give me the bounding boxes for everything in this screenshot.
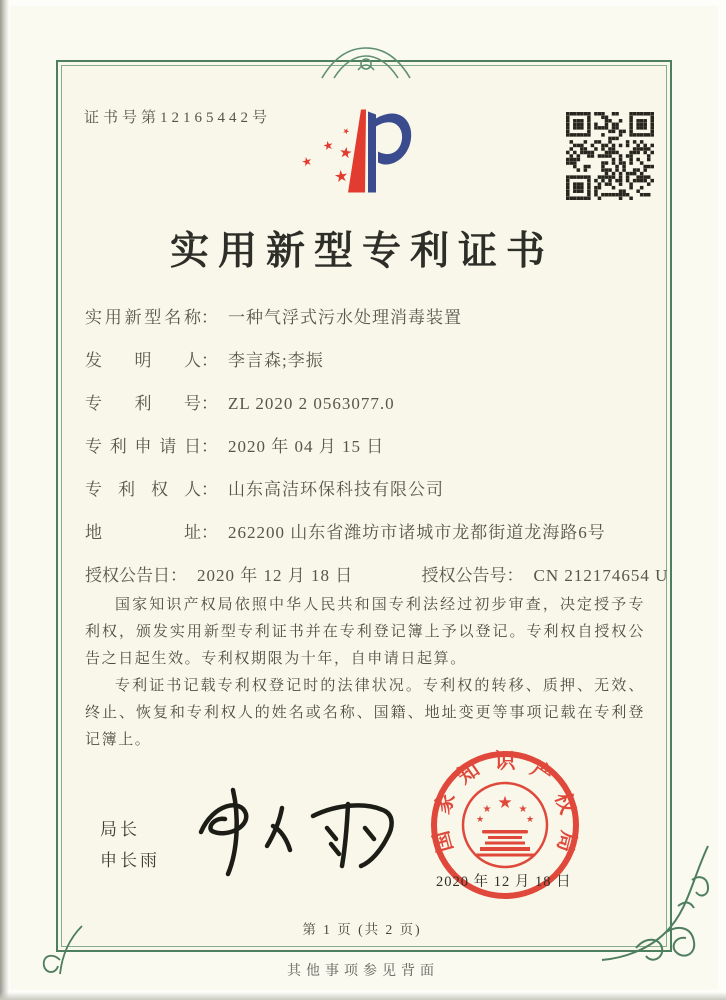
footer-note: 其他事项参见背面 [287, 964, 439, 979]
logo-stars [300, 126, 354, 187]
director-name: 申长雨 [100, 851, 160, 870]
scan-edge-shadow-bottom [0, 992, 726, 1000]
svg-text:★: ★ [518, 804, 528, 815]
svg-text:★: ★ [321, 137, 335, 154]
svg-text:★: ★ [337, 142, 354, 163]
svg-text:★: ★ [340, 125, 352, 137]
field-label: 实用新型名称 [85, 308, 201, 327]
field-row-filing-date: 专利申请日： 2020 年 04 月 15 日 [85, 432, 645, 475]
field-value: 一种气浮式污水处理消毒装置 [228, 308, 462, 327]
cnipa-logo [282, 96, 447, 204]
field-value: 李言森;李振 [228, 351, 324, 370]
director-signature [185, 778, 400, 878]
field-label: 发明人 [85, 351, 201, 370]
logo-blue-bowl [376, 113, 411, 164]
svg-text:★: ★ [482, 804, 492, 815]
field-value: 262200 山东省潍坊市诸城市龙都街道龙海路6号 [228, 523, 606, 542]
field-value: 2020 年 04 月 15 日 [228, 437, 385, 456]
legal-paragraph-2: 专利证书记载专利权登记时的法律状况。专利权的转移、质押、无效、终止、恢复和专利权人的姓名或名称、国籍、地址变更等事项记载在专利登记簿上。 [85, 678, 645, 748]
svg-text:局: 局 [552, 828, 582, 855]
svg-text:权: 权 [550, 789, 581, 818]
field-row-name: 实用新型名称： 一种气浮式污水处理消毒装置 [85, 303, 645, 346]
svg-text:国: 国 [428, 828, 458, 855]
field-value: ZL 2020 2 0563077.0 [228, 394, 395, 413]
certificate-number: 证书号第12165442号 [84, 110, 272, 126]
page-number: 第 1 页 (共 2 页) [302, 922, 422, 937]
seal-date: 2020 年 12 月 18 日 [436, 874, 572, 890]
grant-no-value: CN 212174654 U [533, 566, 669, 585]
svg-text:★: ★ [332, 165, 350, 187]
svg-text:★: ★ [497, 793, 513, 813]
field-value: 山东高洁环保科技有限公司 [228, 480, 444, 499]
svg-text:★: ★ [525, 815, 535, 825]
grant-date-value: 2020 年 12 月 18 日 [197, 566, 354, 585]
field-row-address: 地址： 262200 山东省潍坊市诸城市龙都街道龙海路6号 [85, 518, 645, 561]
logo-blue-stem [368, 112, 376, 193]
grant-row: 授权公告日： 2020 年 12 月 18 日 授权公告号： CN 212174654 U [85, 566, 669, 585]
svg-text:识: 识 [494, 749, 516, 773]
field-label: 专利申请日 [85, 437, 201, 456]
svg-text:知: 知 [452, 756, 484, 789]
field-row-patentee: 专利权人： 山东高洁环保科技有限公司 [85, 475, 645, 518]
svg-text:产: 产 [526, 756, 558, 789]
svg-text:家: 家 [429, 789, 460, 818]
certificate-title: 实用新型专利证书 [169, 230, 554, 273]
legal-paragraph-1: 国家知识产权局依照中华人民共和国专利法经过初步审查，决定授予专利权，颁发实用新型专利证书并在专利登记簿上予以登记。专利权自授权公告之日起生效。专利权期限为十年，自申请日起算。 [85, 597, 645, 667]
field-row-inventor: 发明人： 李言森;李振 [85, 346, 645, 389]
field-row-patent-no: 专利号： ZL 2020 2 0563077.0 [85, 389, 645, 432]
svg-text:★: ★ [475, 815, 485, 825]
legal-text [85, 592, 645, 754]
scan-edge-shadow [0, 0, 9, 1000]
field-label: 专利权人 [85, 480, 201, 499]
grant-date-label: 授权公告日 [85, 566, 170, 585]
svg-text:★: ★ [299, 153, 314, 170]
grant-no-label: 授权公告号 [421, 566, 507, 585]
qr-code [566, 112, 654, 200]
director-title: 局长 [100, 820, 140, 839]
seal-emblem [476, 793, 534, 857]
certificate-fields [85, 303, 669, 604]
director-block [100, 814, 160, 876]
field-label: 专利号 [85, 394, 201, 413]
field-label: 地址 [85, 523, 201, 542]
